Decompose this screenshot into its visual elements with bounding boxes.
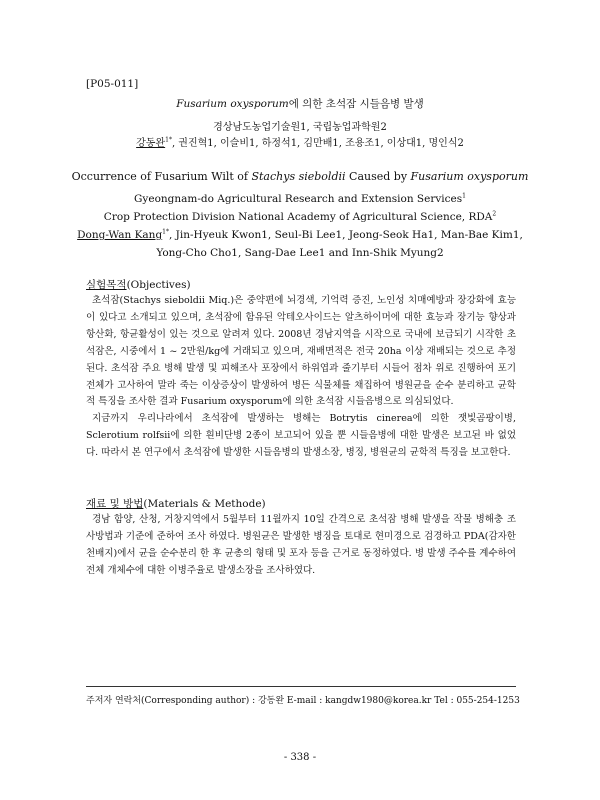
english-title-part-a: Occurrence of Fusarium Wilt of [71, 170, 252, 183]
abstract-code: [P05-011] [86, 78, 139, 90]
english-authors-line-2: Yong-Cho Cho1, Sang-Dae Lee1 and Inn-Shik Myung2 [156, 247, 444, 259]
methods-heading-english: (Materials & Methode) [143, 498, 266, 510]
objectives-heading-english: (Objectives) [126, 279, 191, 291]
objectives-paragraph-2: 지금까지 우리나라에서 초석잠에 발생하는 병해는 Botrytis cinerea에 의한 잿빛곰팡이병, Sclerotium rolfsii에 의한 흰비단병 2종이 보고되어 있을 뿐 시들음병에 대한 발생은 보고된 바 없었다. 따라서 본 연구에서 초석잠에 발생한 시들음병의 발생소장, 병징, 병원균의 균학적 특징을 보고한다. [86, 413, 516, 459]
korean-affiliation: 경상남도농업기술원1, 국립농업과학원2 [213, 122, 387, 133]
objectives-body [86, 293, 516, 462]
korean-title-rest: 에 의한 초석잠 시들음병 발생 [288, 98, 424, 110]
english-authors-rest: , Jin-Hyeuk Kwon1, Seul-Bi Lee1, Jeong-Seok Ha1, Man-Bae Kim1, [169, 229, 523, 241]
english-affiliation-2-text: Crop Protection Division National Academy of Agricultural Science, RDA [103, 211, 493, 223]
korean-other-authors: , 권진혁1, 이슬비1, 하정석1, 김만배1, 조용조1, 이상대1, 명인식2 [171, 138, 464, 149]
english-title-species-2: Fusarium oxysporum [410, 170, 529, 183]
korean-authors [0, 134, 600, 149]
methods-heading [86, 496, 266, 511]
english-affiliation-1-sup: 1 [462, 192, 466, 200]
korean-title-species: Fusarium oxysporum [176, 98, 289, 110]
korean-first-author-sup: 1* [165, 136, 172, 144]
english-affiliation-2 [0, 211, 600, 223]
korean-first-author: 강동완 [136, 138, 166, 149]
objectives-paragraph-1: 초석잠(Stachys sieboldii Miq.)은 중약편에 뇌경색, 기억력 증진, 노인성 치매예방과 장강화에 효능이 있다고 소개되고 있으며, 초석잠에 함유된 악테오사이드는 알츠하이머에 대한 효능과 장기능 향상과 항산화, 항균활성이 있는 것으로 알려져 있다. 2008년 경남지역을 시작으로 국내에 보급되기 시작한 초석잠은, 시중에서 1 ~ 2만원/kg에 거래되고 있으며, 재배면적은 전국 20ha 이상 재배되는 것으로 추정된다. 초석잠 주요 병해 발생 및 피해조사 포장에서 하위엽과 줄기부터 시들어 점차 위로 진행하여 포기 전체가 고사하여 말라 죽는 이상증상이 발생하여 병든 식물체를 채집하여 병원균을 순수 분리하고 균학적 특징을 조사한 결과 Fusarium oxysporum에 의한 초석잠 시들음병으로 의심되었다. [86, 295, 516, 408]
objectives-heading-korean: 실험목적 [86, 279, 127, 291]
page-number: - 338 - [283, 752, 317, 763]
footer-divider [86, 686, 516, 687]
english-first-author: Dong-Wan Kang [77, 229, 163, 241]
methods-heading-korean: 재료 및 방법 [86, 498, 144, 510]
methods-paragraph-1: 경남 함양, 산청, 거창지역에서 5월부터 11월까지 10일 간격으로 초석잠 병해 발생을 작물 병해충 조사방법과 기준에 준하여 조사 하였다. 병원균은 발생한 병징을 토대로 현미경으로 검경하고 PDA(감자한천배지)에서 균을 순수분리 한 후 균총의 형태 및 포자 등을 근거로 동정하였다. 병 발생 주수를 계수하여 전체 개체수에 대한 이병주율로 발생소장을 조사하였다. [86, 514, 516, 576]
corresponding-author-footer: 주저자 연락처(Corresponding author) : 강동완 E-mail : kangdw1980@korea.kr Tel : 055-254-1253 [86, 696, 520, 706]
english-title-part-b: Caused by [345, 170, 411, 183]
objectives-heading [86, 277, 191, 292]
english-first-author-sup: 1* [162, 228, 169, 236]
english-affiliation-1-text: Gyeongnam-do Agricultural Research and Extension Services [134, 193, 463, 205]
methods-body [86, 512, 516, 580]
english-affiliation-2-sup: 2 [492, 210, 497, 218]
korean-title [0, 96, 600, 111]
english-affiliation-1 [0, 193, 600, 205]
english-title-species-1: Stachys sieboldii [251, 170, 346, 183]
english-title [0, 170, 600, 183]
english-authors-line-1 [0, 229, 600, 241]
